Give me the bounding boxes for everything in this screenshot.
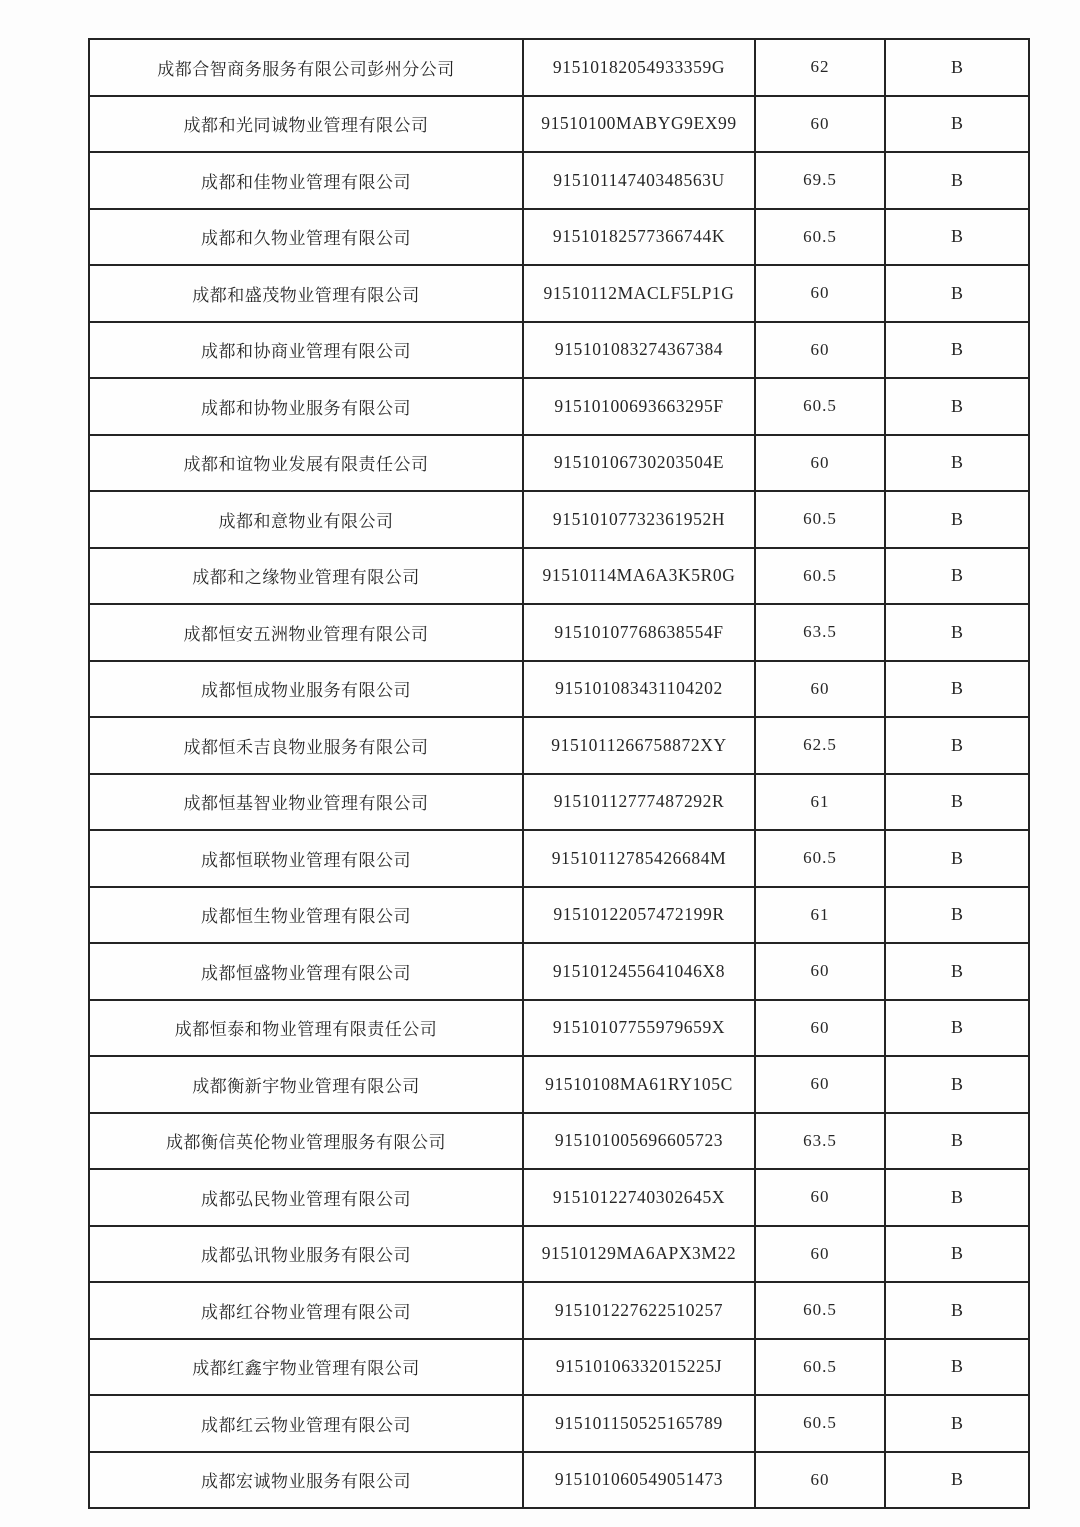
grade-cell: B <box>885 378 1029 435</box>
credit-code-cell: 91510122740302645X <box>523 1169 755 1226</box>
table-row <box>89 96 1029 153</box>
grade-cell: B <box>885 830 1029 887</box>
score-cell: 69.5 <box>755 152 885 209</box>
company-name-cell: 成都衡新宇物业管理有限公司 <box>89 1056 523 1113</box>
table-row <box>89 265 1029 322</box>
grade-cell: B <box>885 604 1029 661</box>
grade-cell: B <box>885 96 1029 153</box>
credit-code-cell: 91510112MACLF5LP1G <box>523 265 755 322</box>
credit-code-cell: 9151012455641046X8 <box>523 943 755 1000</box>
table-row <box>89 435 1029 492</box>
company-name-cell: 成都恒禾吉良物业服务有限公司 <box>89 717 523 774</box>
company-name-cell: 成都恒生物业管理有限公司 <box>89 887 523 944</box>
company-name-cell: 成都恒盛物业管理有限公司 <box>89 943 523 1000</box>
grade-cell: B <box>885 435 1029 492</box>
score-cell: 60 <box>755 1000 885 1057</box>
company-name-cell: 成都红云物业管理有限公司 <box>89 1395 523 1452</box>
table-row <box>89 1282 1029 1339</box>
company-name-cell: 成都红鑫宇物业管理有限公司 <box>89 1339 523 1396</box>
credit-code-cell: 91510106332015225J <box>523 1339 755 1396</box>
score-cell: 60.5 <box>755 209 885 266</box>
score-cell: 60 <box>755 96 885 153</box>
score-cell: 60.5 <box>755 378 885 435</box>
company-name-cell: 成都和协物业服务有限公司 <box>89 378 523 435</box>
company-name-cell: 成都恒泰和物业管理有限责任公司 <box>89 1000 523 1057</box>
company-name-cell: 成都弘讯物业服务有限公司 <box>89 1226 523 1283</box>
credit-code-cell: 91510100693663295F <box>523 378 755 435</box>
table-row <box>89 322 1029 379</box>
company-name-cell: 成都和久物业管理有限公司 <box>89 209 523 266</box>
score-cell: 60.5 <box>755 548 885 605</box>
table-row <box>89 39 1029 96</box>
credit-code-cell: 9151011266758872XY <box>523 717 755 774</box>
score-cell: 63.5 <box>755 604 885 661</box>
score-cell: 60.5 <box>755 491 885 548</box>
table-row <box>89 830 1029 887</box>
score-cell: 60 <box>755 1452 885 1509</box>
score-cell: 60.5 <box>755 1339 885 1396</box>
company-name-cell: 成都弘民物业管理有限公司 <box>89 1169 523 1226</box>
credit-code-cell: 915101060549051473 <box>523 1452 755 1509</box>
credit-code-cell: 91510107732361952H <box>523 491 755 548</box>
credit-code-cell: 915101083274367384 <box>523 322 755 379</box>
grade-cell: B <box>885 39 1029 96</box>
grade-cell: B <box>885 265 1029 322</box>
credit-code-cell: 91510182577366744K <box>523 209 755 266</box>
table-row <box>89 1226 1029 1283</box>
table-row <box>89 209 1029 266</box>
grade-cell: B <box>885 1226 1029 1283</box>
credit-code-cell: 91510129MA6APX3M22 <box>523 1226 755 1283</box>
credit-code-cell: 91510114MA6A3K5R0G <box>523 548 755 605</box>
score-cell: 60.5 <box>755 1282 885 1339</box>
credit-code-cell: 91510182054933359G <box>523 39 755 96</box>
company-name-cell: 成都恒成物业服务有限公司 <box>89 661 523 718</box>
company-name-cell: 成都和盛茂物业管理有限公司 <box>89 265 523 322</box>
credit-code-cell: 91510112777487292R <box>523 774 755 831</box>
credit-code-cell: 91510114740348563U <box>523 152 755 209</box>
grade-cell: B <box>885 661 1029 718</box>
credit-code-cell: 91510112785426684M <box>523 830 755 887</box>
credit-code-cell: 91510100MABYG9EX99 <box>523 96 755 153</box>
table-row <box>89 717 1029 774</box>
company-name-cell: 成都和谊物业发展有限责任公司 <box>89 435 523 492</box>
score-cell: 62 <box>755 39 885 96</box>
credit-code-cell: 915101005696605723 <box>523 1113 755 1170</box>
grade-cell: B <box>885 1452 1029 1509</box>
credit-code-cell: 91510107755979659X <box>523 1000 755 1057</box>
company-name-cell: 成都和意物业有限公司 <box>89 491 523 548</box>
company-name-cell: 成都和之缘物业管理有限公司 <box>89 548 523 605</box>
grade-cell: B <box>885 1339 1029 1396</box>
credit-code-cell: 91510106730203504E <box>523 435 755 492</box>
score-cell: 60 <box>755 661 885 718</box>
grade-cell: B <box>885 774 1029 831</box>
table-row <box>89 548 1029 605</box>
grade-cell: B <box>885 717 1029 774</box>
table-row <box>89 774 1029 831</box>
credit-code-cell: 915101150525165789 <box>523 1395 755 1452</box>
score-cell: 60 <box>755 265 885 322</box>
table-row <box>89 1056 1029 1113</box>
grade-cell: B <box>885 1395 1029 1452</box>
score-cell: 60 <box>755 1226 885 1283</box>
company-name-cell: 成都恒安五洲物业管理有限公司 <box>89 604 523 661</box>
score-cell: 60 <box>755 322 885 379</box>
grade-cell: B <box>885 548 1029 605</box>
grade-cell: B <box>885 887 1029 944</box>
table-row <box>89 661 1029 718</box>
grade-cell: B <box>885 209 1029 266</box>
grade-cell: B <box>885 491 1029 548</box>
score-cell: 60 <box>755 1056 885 1113</box>
table-row <box>89 152 1029 209</box>
score-cell: 60 <box>755 1169 885 1226</box>
credit-code-cell: 91510107768638554F <box>523 604 755 661</box>
company-name-cell: 成都衡信英伦物业管理服务有限公司 <box>89 1113 523 1170</box>
company-name-cell: 成都和协商业管理有限公司 <box>89 322 523 379</box>
table-row <box>89 378 1029 435</box>
credit-code-cell: 915101227622510257 <box>523 1282 755 1339</box>
grade-cell: B <box>885 1282 1029 1339</box>
company-name-cell: 成都合智商务服务有限公司彭州分公司 <box>89 39 523 96</box>
grade-cell: B <box>885 1056 1029 1113</box>
table-row <box>89 1000 1029 1057</box>
score-cell: 60 <box>755 435 885 492</box>
grade-cell: B <box>885 1169 1029 1226</box>
score-cell: 61 <box>755 887 885 944</box>
table-row <box>89 1395 1029 1452</box>
grade-cell: B <box>885 943 1029 1000</box>
table-row <box>89 1339 1029 1396</box>
company-name-cell: 成都红谷物业管理有限公司 <box>89 1282 523 1339</box>
table-row <box>89 491 1029 548</box>
score-cell: 63.5 <box>755 1113 885 1170</box>
table-row <box>89 1452 1029 1509</box>
table-row <box>89 604 1029 661</box>
grade-cell: B <box>885 1000 1029 1057</box>
company-name-cell: 成都和佳物业管理有限公司 <box>89 152 523 209</box>
credit-code-cell: 91510108MA61RY105C <box>523 1056 755 1113</box>
table-row <box>89 1113 1029 1170</box>
table-body <box>89 39 1029 1508</box>
company-name-cell: 成都恒联物业管理有限公司 <box>89 830 523 887</box>
grade-cell: B <box>885 322 1029 379</box>
table-row <box>89 943 1029 1000</box>
table-row <box>89 887 1029 944</box>
score-cell: 60 <box>755 943 885 1000</box>
company-name-cell: 成都和光同诚物业管理有限公司 <box>89 96 523 153</box>
score-cell: 60.5 <box>755 830 885 887</box>
score-cell: 62.5 <box>755 717 885 774</box>
company-name-cell: 成都恒基智业物业管理有限公司 <box>89 774 523 831</box>
table-row <box>89 1169 1029 1226</box>
score-cell: 60.5 <box>755 1395 885 1452</box>
score-cell: 61 <box>755 774 885 831</box>
grade-cell: B <box>885 152 1029 209</box>
company-name-cell: 成都宏诚物业服务有限公司 <box>89 1452 523 1509</box>
grade-cell: B <box>885 1113 1029 1170</box>
credit-rating-table <box>88 38 1030 1509</box>
credit-code-cell: 915101083431104202 <box>523 661 755 718</box>
credit-code-cell: 91510122057472199R <box>523 887 755 944</box>
